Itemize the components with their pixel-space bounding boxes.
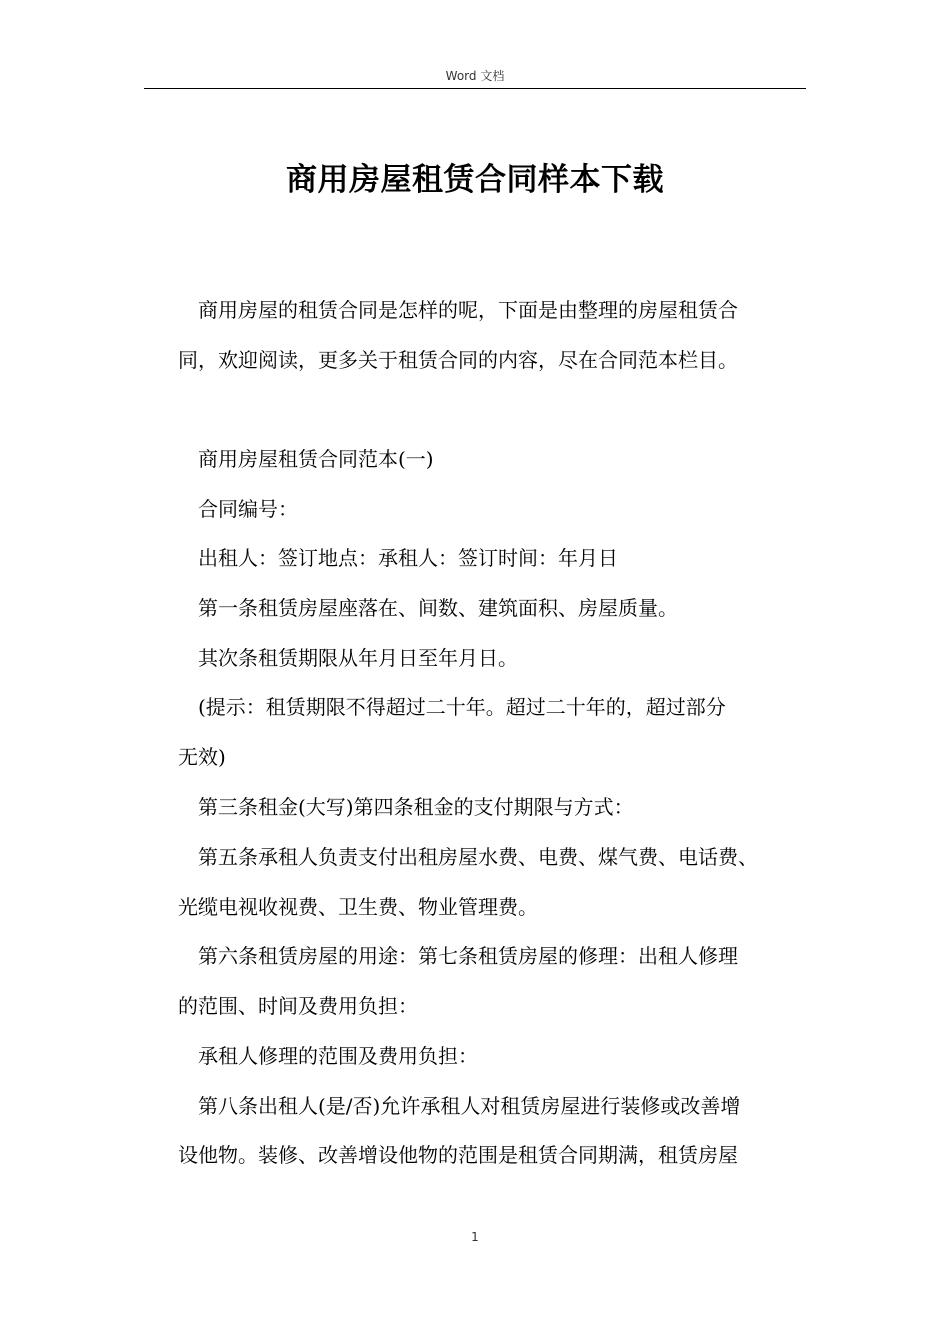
page-number: 1 <box>471 1230 479 1244</box>
body-line: 的范围、时间及费用负担： <box>178 994 418 1018</box>
body-line: 第五条承租人负责支付出租房屋水费、电费、煤气费、电话费、 <box>178 845 758 869</box>
body-line: 合同编号： <box>178 497 298 521</box>
body-line: 第一条租赁房屋座落在、间数、建筑面积、房屋质量。 <box>178 596 678 620</box>
document-title: 商用房屋租赁合同样本下载 <box>286 162 664 198</box>
body-line: 第八条出租人(是/否)允许承租人对租赁房屋进行装修或改善增 <box>178 1094 741 1118</box>
body-line: 第六条租赁房屋的用途：第七条租赁房屋的修理：出租人修理 <box>178 944 738 968</box>
section-heading: 商用房屋租赁合同范本(一) <box>178 447 434 471</box>
body-line: 同，欢迎阅读，更多关于租赁合同的内容，尽在合同范本栏目。 <box>178 348 738 372</box>
header-label: Word 文档 <box>445 69 505 83</box>
page-header <box>144 66 806 89</box>
body-line: 商用房屋的租赁合同是怎样的呢，下面是由整理的房屋租赁合 <box>178 298 738 322</box>
body-line: 设他物。装修、改善增设他物的范围是租赁合同期满，租赁房屋 <box>178 1143 738 1167</box>
body-line: (提示：租赁期限不得超过二十年。超过二十年的，超过部分 <box>178 695 726 719</box>
body-line: 其次条租赁期限从年月日至年月日。 <box>178 646 518 670</box>
body-line: 第三条租金(大写)第四条租金的支付期限与方式： <box>178 795 634 819</box>
body-line: 出租人：签订地点：承租人：签订时间：年月日 <box>178 546 618 570</box>
page-footer <box>0 1229 950 1245</box>
body-line: 无效) <box>178 745 226 769</box>
body-line: 光缆电视收视费、卫生费、物业管理费。 <box>178 895 538 919</box>
body-line: 承租人修理的范围及费用负担： <box>178 1044 478 1068</box>
